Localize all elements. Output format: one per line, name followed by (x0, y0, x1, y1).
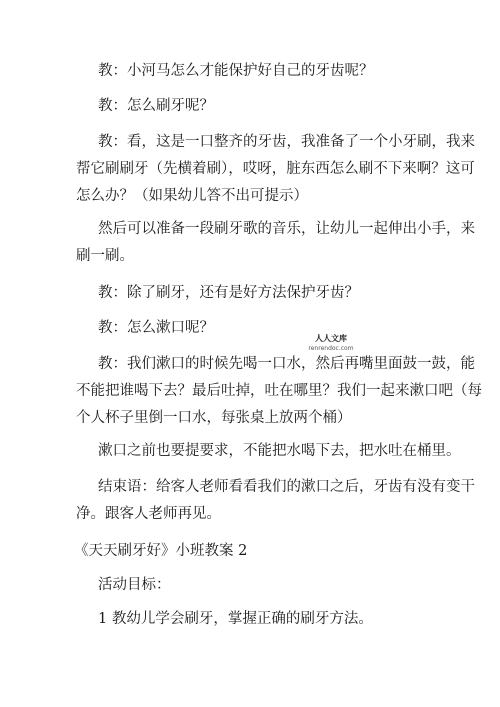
text-line: 怎么办？（如果幼儿答不出可提示） (76, 188, 308, 204)
text-line: 净。跟客人老师再见。 (76, 506, 221, 522)
text-line: 教：怎么漱口呢？ (98, 320, 214, 336)
text-line: 漱口之前也要提要求，不能把水喝下去，把水吐在桶里。 (98, 443, 461, 459)
text-line: 个人杯子里倒一口水，每张桌上放两个桶） (76, 410, 352, 426)
text-line: 教：怎么刷牙呢？ (98, 98, 214, 114)
paragraph (76, 351, 482, 432)
text-line: 刷一刷。 (76, 248, 134, 264)
text-line: 结束语：给客人老师看看我们的漱口之后，牙齿有没有变干 (98, 479, 475, 495)
text-line: 不能把谁喝下去？最后吐掉，吐在哪里？我们一起来漱口吧（每 (76, 383, 482, 399)
text-line: 教：除了刷牙，还有是好方法保护牙齿？ (98, 285, 359, 301)
objective-item: 1 教幼儿学会刷牙，掌握正确的刷牙方法。 (98, 611, 373, 627)
section-title: 《天天刷牙好》小班教案 2 (74, 543, 248, 559)
paragraph (98, 58, 438, 85)
text-line: 教：我们漱口的时候先喝一口水，然后再嘴里面鼓一鼓，能 (98, 356, 475, 372)
text-line: 教：看，这是一口整齐的牙齿，我准备了一个小牙刷，我来 (98, 134, 475, 150)
watermark-title: 人人文库 (315, 334, 347, 343)
paragraph (98, 315, 438, 342)
paragraph (98, 280, 438, 307)
paragraph (76, 129, 475, 210)
watermark-subtitle: renrendoc.com (308, 345, 354, 352)
text-line: 然后可以准备一段刷牙歌的音乐，让幼儿一起伸出小手，来 (98, 221, 475, 237)
paragraph (76, 216, 475, 270)
text-line: 帮它刷刷牙（先横着刷），哎呀，脏东西怎么刷不下来啊？这可 (76, 161, 475, 177)
paragraph (98, 438, 461, 465)
paragraph (98, 93, 438, 120)
watermark-logo (291, 334, 371, 354)
objectives-heading: 活动目标： (98, 577, 171, 593)
text-line: 教：小河马怎么才能保护好自己的牙齿呢？ (98, 63, 374, 79)
paragraph (76, 474, 475, 528)
